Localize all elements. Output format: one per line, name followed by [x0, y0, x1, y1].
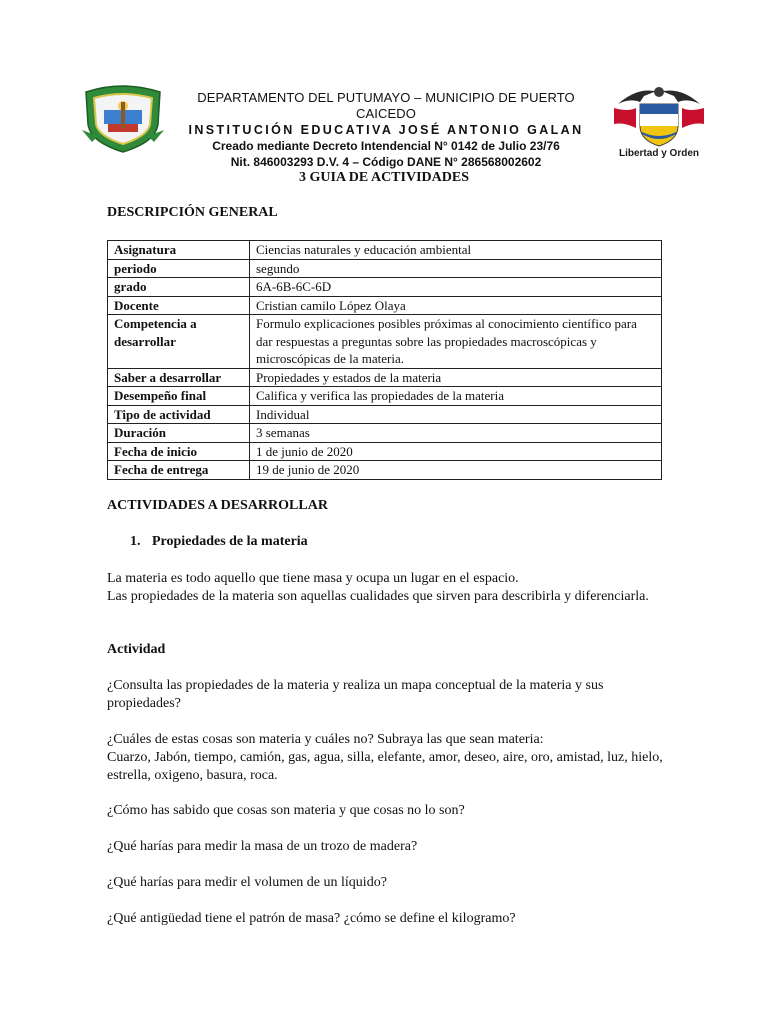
question-4: ¿Qué harías para medir la masa de un trozo de madera?: [107, 839, 418, 854]
section-item-1: [130, 534, 308, 550]
item-label: Propiedades de la materia: [152, 534, 308, 549]
table-key-cell: Fecha de inicio: [108, 442, 250, 461]
table-value-cell: 19 de junio de 2020: [250, 461, 662, 480]
table-value-cell: Califica y verifica las propiedades de la materia: [250, 387, 662, 406]
letterhead: [78, 82, 710, 169]
general-info-table: [107, 240, 662, 480]
colombia-coat-of-arms-logo: [608, 82, 710, 160]
question-2-list: Cuarzo, Jabón, tiempo, camión, gas, agua, silla, elefante, amor, deseo, aire, oro, amistad, luz, hielo, estrella, oxigeno, basura, roca.: [107, 750, 663, 783]
letterhead-text: [168, 90, 604, 170]
activity-label: Actividad: [107, 642, 166, 657]
table-value-cell: Formulo explicaciones posibles próximas al conocimiento científico para dar respuestas a preguntas sobre las propiedades macroscópicas y microscópicas de la materia.: [250, 315, 662, 369]
table-key-cell: Tipo de actividad: [108, 405, 250, 424]
question-2-prompt: ¿Cuáles de estas cosas son materia y cuáles no? Subraya las que sean materia:: [107, 732, 544, 747]
table-key-cell: grado: [108, 278, 250, 297]
item-number: 1.: [130, 534, 141, 549]
document-title: 3 GUIA DE ACTIVIDADES: [299, 170, 469, 185]
table-value-cell: Ciencias naturales y educación ambiental: [250, 241, 662, 260]
decree-line: Creado mediante Decreto Intendencial N° 0142 de Julio 23/76: [212, 139, 560, 153]
question-1: ¿Consulta las propiedades de la materia y realiza un mapa conceptual de la materia y sus propiedades?: [107, 678, 604, 711]
intro-paragraph: [107, 570, 667, 606]
table-value-cell: Cristian camilo López Olaya: [250, 296, 662, 315]
intro-line-2: Las propiedades de la materia son aquellas cualidades que sirven para describirla y diferenciarla.: [107, 589, 649, 604]
table-key-cell: Competencia a desarrollar: [108, 315, 250, 369]
table-value-cell: 6A-6B-6C-6D: [250, 278, 662, 297]
school-crest-logo: [78, 84, 168, 154]
table-row: [108, 405, 662, 424]
table-row: [108, 442, 662, 461]
table-row: [108, 387, 662, 406]
table-row: [108, 278, 662, 297]
table-key-cell: Docente: [108, 296, 250, 315]
table-key-cell: Duración: [108, 424, 250, 443]
table-value-cell: Propiedades y estados de la materia: [250, 368, 662, 387]
table-value-cell: 1 de junio de 2020: [250, 442, 662, 461]
question-3: ¿Cómo has sabido que cosas son materia y que cosas no lo son?: [107, 803, 465, 818]
table-value-cell: Individual: [250, 405, 662, 424]
table-key-cell: Fecha de entrega: [108, 461, 250, 480]
table-key-cell: Asignatura: [108, 241, 250, 260]
table-value-cell: 3 semanas: [250, 424, 662, 443]
department-line: DEPARTAMENTO DEL PUTUMAYO – MUNICIPIO DE PUERTO CAICEDO: [197, 90, 575, 121]
table-row: [108, 424, 662, 443]
question-6: ¿Qué antigüedad tiene el patrón de masa? ¿cómo se define el kilogramo?: [107, 911, 516, 926]
table-row: [108, 368, 662, 387]
table-row: [108, 296, 662, 315]
activities-heading: ACTIVIDADES A DESARROLLAR: [107, 498, 328, 513]
coat-of-arms-caption: Libertad y Orden: [618, 148, 700, 159]
question-2: [107, 731, 667, 785]
table-key-cell: Saber a desarrollar: [108, 368, 250, 387]
question-5: ¿Qué harías para medir el volumen de un líquido?: [107, 875, 387, 890]
institution-name: INSTITUCIÓN EDUCATIVA JOSÉ ANTONIO GALAN: [188, 123, 584, 137]
table-row: [108, 461, 662, 480]
table-key-cell: Desempeño final: [108, 387, 250, 406]
general-description-heading: DESCRIPCIÓN GENERAL: [107, 205, 278, 220]
nit-dane-line: Nit. 846003293 D.V. 4 – Código DANE N° 286568002602: [230, 155, 542, 169]
table-row: [108, 315, 662, 369]
table-row: [108, 259, 662, 278]
table-value-cell: segundo: [250, 259, 662, 278]
intro-line-1: La materia es todo aquello que tiene masa y ocupa un lugar en el espacio.: [107, 571, 519, 586]
table-row: [108, 241, 662, 260]
table-key-cell: periodo: [108, 259, 250, 278]
